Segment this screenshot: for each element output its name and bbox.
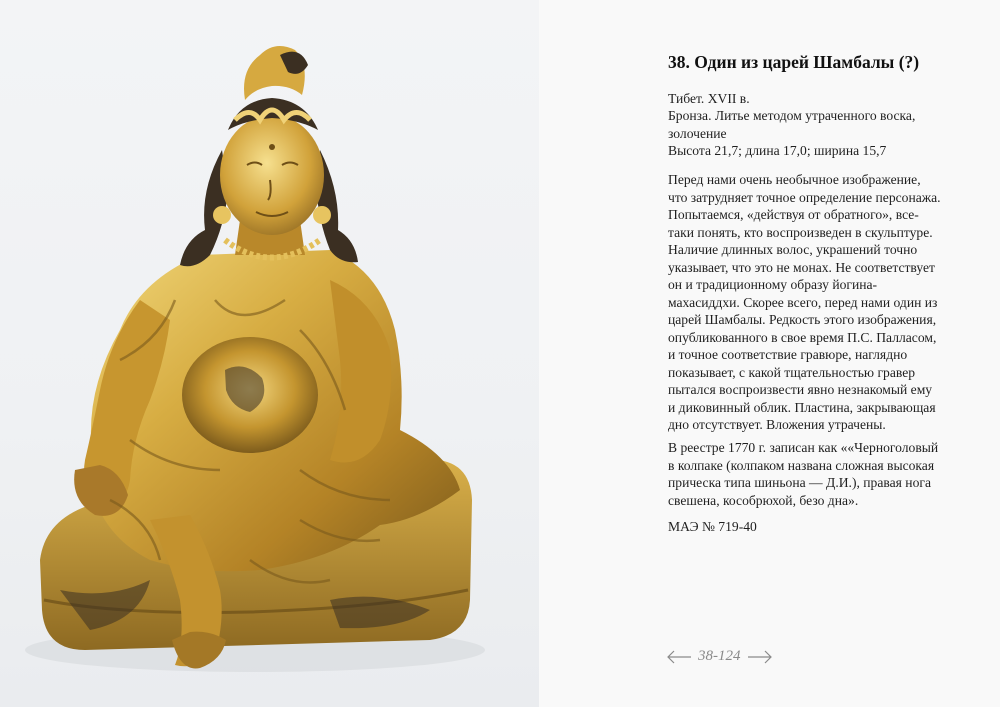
statue-earring-right: [313, 206, 331, 224]
paragraph-line: дно отсутствует. Вложения утрачены.: [668, 417, 886, 432]
text-page: [539, 0, 1000, 707]
arrow-left-icon[interactable]: [666, 650, 692, 664]
meta-material: Бронза. Литье методом утраченного воска,: [668, 108, 916, 124]
register-line: прическа типа шиньона — Д.И.), правая нога: [668, 475, 931, 490]
paragraph-line: и диковинный облик. Пластина, закрывающая: [668, 399, 936, 415]
paragraph-line: махасиддхи. Скорее всего, перед нами один из: [668, 294, 938, 310]
paragraph-line: опубликованного в свое время П.С. Палласом,: [668, 329, 937, 345]
arrow-right-icon[interactable]: [747, 650, 773, 664]
paragraph-line: Наличие длинных волос, украшений точно: [668, 242, 918, 257]
paragraph-line: он и традиционному образу йогина-: [668, 277, 878, 292]
paragraph-line: показывает, с какой тщательностью гравер: [668, 364, 916, 380]
paragraph-line: царей Шамбалы. Редкость этого изображения,: [668, 312, 937, 327]
paragraph-line: Перед нами очень необычное изображение,: [668, 172, 921, 187]
register-line: В реестре 1770 г. записан как ««Черноголовый: [668, 440, 939, 455]
register-paragraph: [668, 439, 968, 509]
paragraph-line: таки понять, кто воспроизведен в скульптуре.: [668, 224, 933, 240]
statue-earring-left: [213, 206, 231, 224]
inventory-number: МАЭ № 719-40: [668, 519, 757, 534]
meta-origin: Тибет. XVII в.: [668, 91, 750, 106]
description-paragraph: [668, 171, 968, 434]
statue-urna: [269, 144, 275, 150]
paragraph-line: что затрудняет точное определение персонажа.: [668, 189, 941, 205]
page-title: 38. Один из царей Шамбалы (?): [668, 52, 920, 72]
page-number: 38-124: [698, 648, 741, 664]
meta-finish: золочение: [668, 125, 727, 141]
paragraph-line: указывает, что это не монах. Не соответствует: [668, 259, 935, 275]
paragraph-line: и точное соответствие гравюре, наглядно: [668, 347, 908, 362]
paragraph-line: пытался воспроизвести явно незнакомый ему: [668, 382, 933, 397]
paragraph-line: Попытаемся, «действуя от обратного», все-: [668, 207, 919, 222]
page-navigation: [666, 648, 773, 665]
meta-dimensions: Высота 21,7; длина 17,0; ширина 15,7: [668, 143, 887, 159]
register-line: свешена, кособрюхой, безо дна».: [668, 492, 859, 508]
object-metadata: [668, 90, 968, 160]
register-line: в колпаке (колпаком названа сложная высокая: [668, 457, 935, 473]
